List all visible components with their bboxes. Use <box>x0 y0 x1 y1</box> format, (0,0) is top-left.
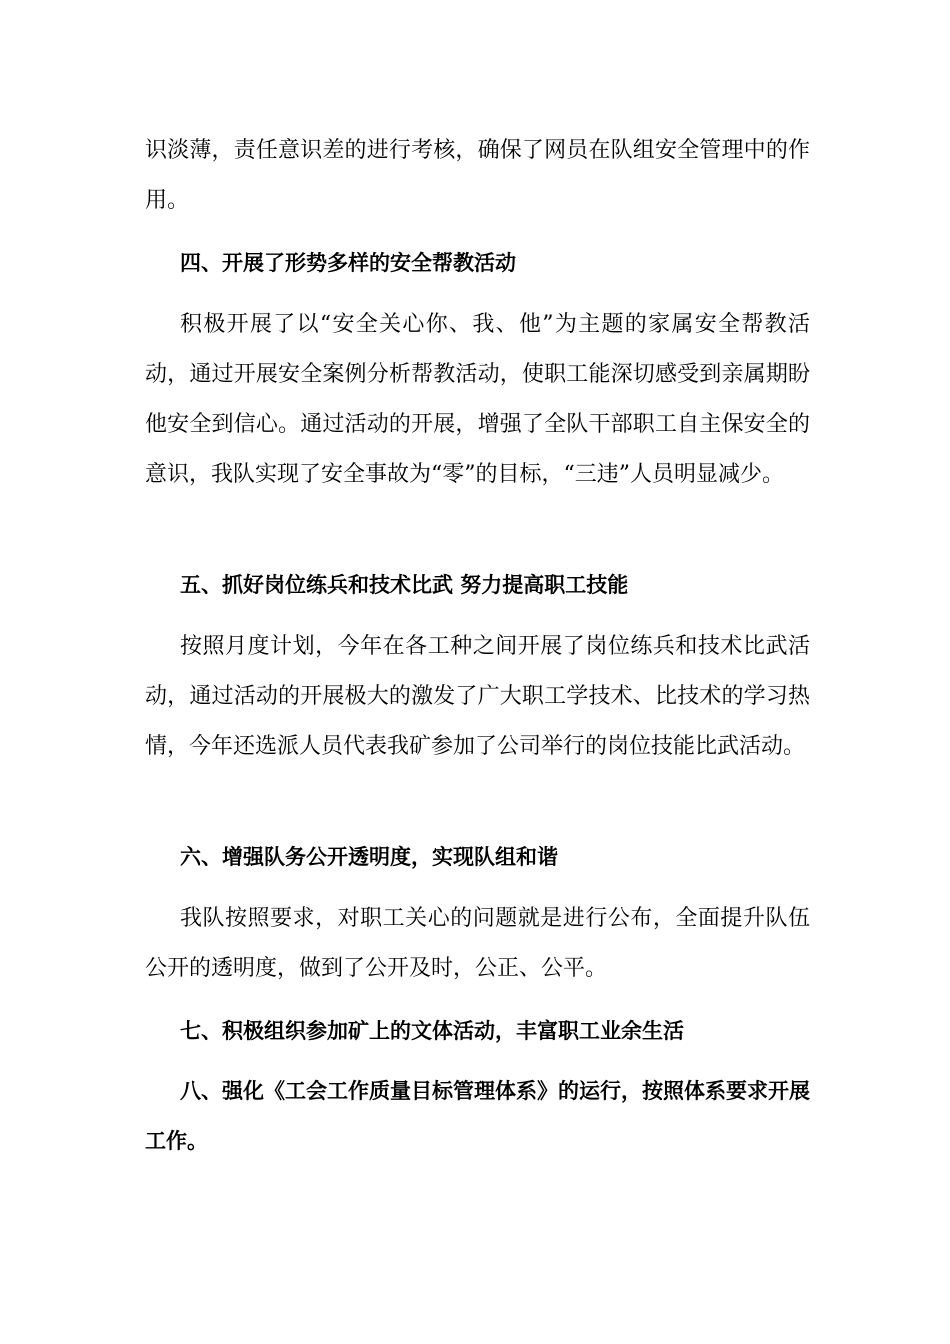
section-heading-7: 七、积极组织参加矿上的文体活动，丰富职工业余生活 <box>180 1019 684 1043</box>
section-paragraph-4: 积极开展了以“安全关心你、我、他”为主题的家属安全帮教活动，通过开展安全案例分析帮教活动，使职工能深切感受到亲属期盼他安全到信心。通过活动的开展，增强了全队干部职工自主保安全的意识，我队实现了安全事故为“零”的目标，“三违”人员明显减少。 <box>145 312 810 487</box>
section-heading-8: 八、强化《工会工作质量目标管理体系》的运行，按照体系要求开展工作。 <box>145 1079 810 1153</box>
section-heading-5: 五、抓好岗位练兵和技术比武 努力提高职工技能 <box>180 573 629 597</box>
section-heading-4: 四、开展了形势多样的安全帮教活动 <box>180 251 516 275</box>
section-paragraph-6: 我队按照要求，对职工关心的问题就是进行公布，全面提升队伍公开的透明度，做到了公开及时，公正、公平。 <box>145 906 810 981</box>
section-paragraph-5: 按照月度计划，今年在各工种之间开展了岗位练兵和技术比武活动，通过活动的开展极大的激发了广大职工学技术、比技术的学习热情，今年还选派人员代表我矿参加了公司举行的岗位技能比武活动。 <box>145 634 810 759</box>
continuation-paragraph: 识淡薄，责任意识差的进行考核，确保了网员在队组安全管理中的作用。 <box>145 138 810 213</box>
section-heading-6: 六、增强队务公开透明度，实现队组和谐 <box>180 845 558 869</box>
